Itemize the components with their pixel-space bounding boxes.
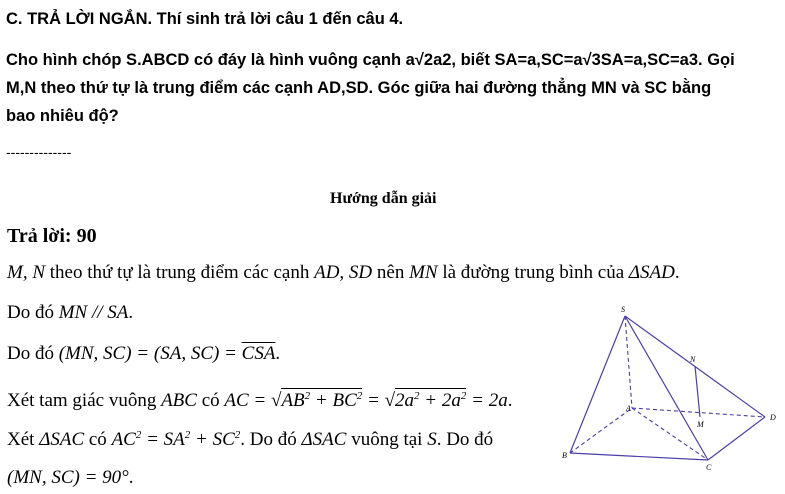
label-b: B xyxy=(562,451,567,460)
vertex-s: S xyxy=(427,429,437,450)
edge-sc xyxy=(625,316,708,460)
answer-line: Trả lời: 90 xyxy=(7,225,97,247)
label-d: D xyxy=(770,413,776,422)
diagonal-ac xyxy=(632,408,708,460)
sqrt-symbol: √ xyxy=(271,390,282,411)
sqrt-2a2-2a2: $2a^2 + 2a^2$ xyxy=(395,390,467,411)
text-segment: theo thứ tự là trung điểm các cạnh xyxy=(45,262,315,283)
angle-csa: $\overline{CSA}$ xyxy=(241,343,276,364)
text-segment: có xyxy=(84,429,112,450)
text-segment: Do đó xyxy=(7,302,59,323)
edge-sb xyxy=(570,316,625,453)
triangle-sac: ΔSAC xyxy=(39,429,85,450)
angle-equation: (MN, SC) = (SA, SC) = xyxy=(58,343,242,364)
solution-line-3 xyxy=(7,343,280,365)
text-segment: Do đó xyxy=(7,343,59,364)
problem-line-2: M,N theo thứ tự là trung điểm các cạnh AD,SD. Góc giữa hai đường thẳng MN và SC bằng xyxy=(6,79,712,97)
result-2a: = 2a xyxy=(466,390,508,411)
section-title: C. TRẢ LỜI NGẮN. Thí sinh trả lời câu 1 đến câu 4. xyxy=(6,10,404,28)
solution-line-4 xyxy=(7,390,512,412)
edge-bc xyxy=(570,453,708,460)
text-segment: . xyxy=(275,343,281,364)
problem-line-3: bao nhiêu độ? xyxy=(6,107,119,125)
sqrt-symbol: √ xyxy=(384,390,396,411)
text-segment: Xét tam giác vuông xyxy=(7,390,162,411)
text-segment: Xét xyxy=(7,429,40,450)
pythagoras-equation: $AC^2 = SA^2 + SC^2$ xyxy=(111,429,241,450)
segment-mn: MN xyxy=(409,262,438,283)
pyramid-figure xyxy=(560,300,785,480)
separator: -------------- xyxy=(6,144,72,160)
ac-equals: AC = xyxy=(224,390,272,411)
solution-line-2 xyxy=(7,302,133,324)
label-c: C xyxy=(706,463,712,472)
points-mn: M, N xyxy=(7,262,45,283)
text-segment: . xyxy=(674,262,680,283)
solution-line-1 xyxy=(7,262,680,284)
solution-line-6 xyxy=(7,467,134,489)
text-segment: . xyxy=(128,302,134,323)
text-segment: . Do đó xyxy=(240,429,302,450)
segment-nm xyxy=(695,366,700,417)
label-s: S xyxy=(621,305,625,314)
parallel-statement: MN // SA xyxy=(58,302,129,323)
triangle-abc: ABC xyxy=(161,390,197,411)
final-angle: (MN, SC) = 90° xyxy=(7,467,129,488)
text-segment: . xyxy=(128,467,134,488)
equals-sign: = xyxy=(362,390,385,411)
solution-heading: Hướng dẫn giải xyxy=(330,190,437,207)
triangle-sac: ΔSAC xyxy=(301,429,347,450)
triangle-sad: ΔSAD xyxy=(628,262,675,283)
edge-cd xyxy=(708,417,765,460)
text-segment: nên xyxy=(372,262,410,283)
label-a: A xyxy=(626,404,631,413)
text-segment: . Do đó xyxy=(436,429,494,450)
label-n: N xyxy=(690,355,696,364)
text-segment: vuông tại xyxy=(346,429,428,450)
sqrt-ab-bc: $AB^2 + BC^2$ xyxy=(281,390,363,411)
text-segment: . xyxy=(507,390,513,411)
edge-sa xyxy=(625,316,632,408)
edges-ad-sd: AD, SD xyxy=(314,262,373,283)
text-segment: có xyxy=(196,390,225,411)
label-m: M xyxy=(697,420,704,429)
text-segment: là đường trung bình của xyxy=(437,262,629,283)
edge-ad xyxy=(632,408,765,417)
solution-line-5 xyxy=(7,429,493,451)
problem-line-1: Cho hình chóp S.ABCD có đáy là hình vuông cạnh a√2a2, biết SA=a,SC=a√3SA=a,SC=a3. Gọi xyxy=(6,51,735,69)
